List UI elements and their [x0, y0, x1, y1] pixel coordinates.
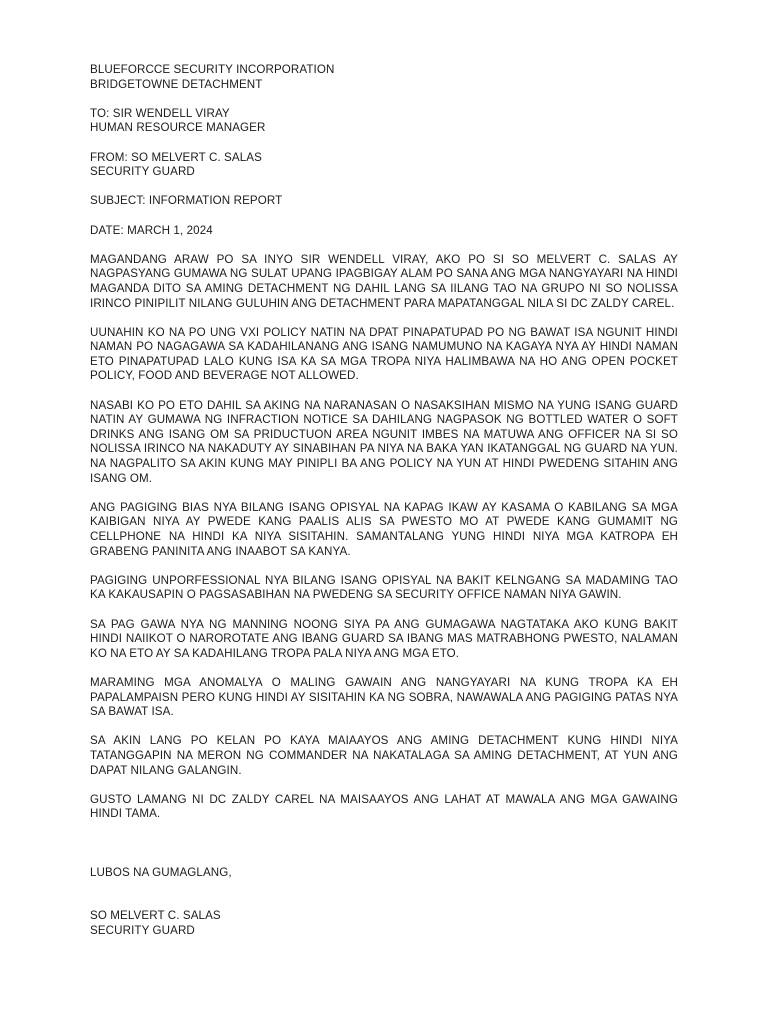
date-line: DATE: MARCH 1, 2024 [90, 223, 213, 237]
body-paragraph: GUSTO LAMANG NI DC ZALDY CAREL NA MAISAAYOS ANG LAHAT AT MAWALA ANG MGA GAWAING HINDI TAMA. [90, 792, 678, 821]
signature-name: SO MELVERT C. SALAS [90, 909, 221, 923]
signature-block [90, 909, 678, 938]
recipient-name: TO: SIR WENDELL VIRAY [90, 106, 230, 120]
body-paragraph: NASABI KO PO ETO DAHIL SA AKING NA NARANASAN O NASAKSIHAN MISMO NA YUNG ISANG GUARD NATIN AY GUMAWA NG INFRACTION NOTICE SA DAHILANG NAGPASOK NG BOTTLED WATER O SOFT DRINKS ANG ISANG OM SA PRIDUCTUON AREA NGUNIT IMBES NA MATUWA ANG OFFICER NA SI SO NOLISSA IRINCO NA NAKADUTY AY SINABIHAN PA NIYA NA BAKA YAN IKATANGGAL NG GUARD NA YUN. NA NAGPALITO SA AKIN KUNG MAY PINIPLI BA ANG POLICY NA YUN AT HINDI PWEDENG SITAHIN ANG ISANG OM. [90, 398, 678, 485]
body-paragraph: UUNAHIN KO NA PO UNG VXI POLICY NATIN NA DPAT PINAPATUPAD PO NG BAWAT ISA NGUNIT HINDI NAMAN PO NAGAGAWA SA KADAHILANANG ANG ISANG NAMUMUNO NA KAGAYA NYA AY HINDI NAMAN ETO PINAPATUPAD LALO KUNG ISA KA SA MGA TROPA NIYA HALIMBAWA NA HO ANG OPEN POCKET POLICY, FOOD AND BEVERAGE NOT ALLOWED. [90, 325, 678, 383]
sender-title: SECURITY GUARD [90, 165, 195, 179]
body-paragraph: SA PAG GAWA NYA NG MANNING NOONG SIYA PA ANG GUMAGAWA NAGTATAKA AKO KUNG BAKIT HINDI NAIIKOT O NAROROTATE ANG IBANG GUARD SA IBANG MAS MATRABHONG PWESTO, NALAMAN KO NA ETO AY SA KADAHILANG TROPA PALA NIYA ANG MGA ETO. [90, 617, 678, 660]
body-paragraph: MARAMING MGA ANOMALYA O MALING GAWAIN ANG NANGYAYARI NA KUNG TROPA KA EH PAPALAMPAISN PERO KUNG HINDI AY SISITAHIN KA NG SOBRA, NAWAWALA ANG PAGIGING PATAS NYA SA BAWAT ISA. [90, 675, 678, 719]
company-name: BLUEFORCCE SECURITY INCORPORATION [90, 63, 335, 76]
recipient-block [90, 107, 678, 136]
sender-name: FROM: SO MELVERT C. SALAS [90, 150, 262, 164]
letter-document [90, 63, 678, 939]
detachment-name: BRIDGETOWNE DETACHMENT [90, 77, 263, 91]
signature-title: SECURITY GUARD [90, 924, 195, 938]
letterhead [90, 63, 678, 92]
body-paragraph: SA AKIN LANG PO KELAN PO KAYA MAIAAYOS ANG AMING DETACHMENT KUNG HINDI NIYA TATANGGAPIN NA MERON NG COMMANDER NA NAKATALAGA SA AMING DETACHMENT, AT YUN ANG DAPAT NILANG GALANGIN. [90, 734, 678, 777]
body-paragraph: MAGANDANG ARAW PO SA INYO SIR WENDELL VIRAY, AKO PO SI SO MELVERT C. SALAS AY NAGPASYANG GUMAWA NG SULAT UPANG IPAGBIGAY ALAM PO SANA ANG MGA NANGYAYARI NA HINDI MAGANDA DITO SA AMING DETACHMENT NG DAHIL LANG SA IILANG TAO NA GRUPO NI SO NOLISSA IRINCO PINIPILIT NILANG GULUHIN ANG DETACHMENT PARA MAPATANGGAL NILA SI DC ZALDY CAREL. [90, 252, 678, 310]
subject-line: SUBJECT: INFORMATION REPORT [90, 194, 283, 208]
body-paragraph: ANG PAGIGING BIAS NYA BILANG ISANG OPISYAL NA KAPAG IKAW AY KASAMA O KABILANG SA MGA KAIBIGAN NIYA AY PWEDE KANG PAALIS ALIS SA PWESTO MO AT PWEDE KANG GUMAMIT NG CELLPHONE NA HINDI KA NIYA SISITAHIN. SAMANTALANG YUNG HINDI NIYA MGA KATROPA EH GRABENG PANINITA ANG INAABOT SA KANYA. [90, 500, 678, 558]
closing-line: LUBOS NA GUMAGLANG, [90, 865, 232, 879]
recipient-title: HUMAN RESOURCE MANAGER [90, 121, 266, 135]
sender-block [90, 151, 678, 180]
body-paragraph: PAGIGING UNPORFESSIONAL NYA BILANG ISANG OPISYAL NA BAKIT KELNGANG SA MADAMING TAO KA KAKAUSAPIN O PAGSASABIHAN NA PWEDENG SA SECURITY OFFICE NAMAN NIYA GAWIN. [90, 573, 678, 602]
